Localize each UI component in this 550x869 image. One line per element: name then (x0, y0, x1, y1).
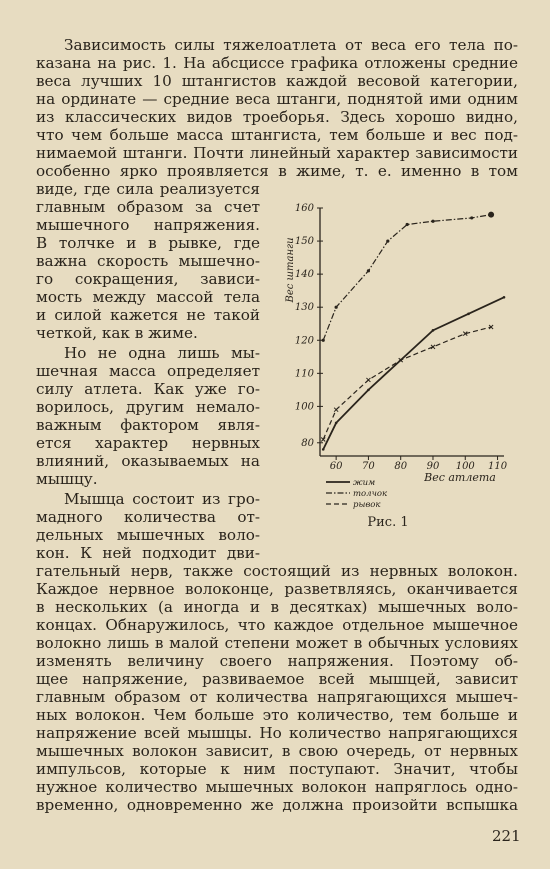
y-tick-label: 140 (294, 269, 314, 281)
text-line: шечная масса определяет (36, 362, 260, 380)
data-point (406, 223, 409, 226)
text-line: влияний, оказываемых на (36, 452, 260, 470)
text-line: Каждое нервное волоконце, разветвляясь, оканчивается (36, 580, 518, 598)
text-line: нужное количество мышечных волокон напряглось одно- (36, 778, 518, 796)
text-line: дельных мышечных воло- (36, 526, 260, 544)
text-line: что чем больше масса штангиста, тем больше и вес под- (36, 126, 518, 144)
y-axis-label: Вес штанги (285, 237, 296, 303)
x-tick-label: 80 (394, 461, 408, 472)
legend-label: рывок (353, 500, 381, 510)
text-line: нимаемой штанги. Почти линейный характер зависимости (36, 144, 518, 162)
x-tick-label: 100 (455, 461, 475, 472)
text-line: из классических видов троеборья. Здесь хорошо видно, (36, 108, 518, 126)
data-point (467, 313, 470, 316)
data-point (503, 296, 506, 299)
text-line: главным образом от количества напрягающихся мышеч- (36, 688, 518, 706)
text-line: в нескольких (а иногда и в десятках) мышечных воло- (36, 598, 518, 616)
text-line: го сокращения, зависи- (36, 270, 260, 288)
text-line: ворилось, другим немало- (36, 398, 260, 416)
data-point (386, 239, 389, 242)
text-line: щее напряжение, развиваемое всей мышцей, зависит (36, 670, 518, 688)
data-point (366, 378, 370, 382)
series-line-3 (323, 327, 491, 439)
x-tick-label: 90 (426, 461, 440, 472)
data-point (470, 216, 473, 219)
text-line: напряжение всей мышцы. Но количество напрягающихся (36, 724, 518, 742)
page-number: 221 (492, 827, 521, 845)
text-line: кон. К ней подходит дви- (36, 544, 260, 562)
data-point (488, 212, 494, 218)
y-tick-label: 100 (294, 401, 314, 413)
y-tick-label: 130 (294, 302, 314, 314)
text-line: мость между массой тела (36, 288, 260, 306)
data-point (335, 306, 338, 309)
y-tick-label: 150 (294, 236, 314, 248)
text-line: мышцу. (36, 470, 98, 488)
data-point (431, 220, 434, 223)
legend-label: жим (353, 478, 376, 488)
data-point (367, 269, 370, 272)
text-line: четкой, как в жиме. (36, 324, 198, 342)
figure-caption: Рис. 1 (367, 515, 409, 530)
text-line: волокно лишь в малой степени может в обычных условиях (36, 634, 518, 652)
text-line: виде, где сила реализуется (36, 180, 260, 198)
y-tick-label: 160 (294, 203, 314, 214)
text-line: важным фактором явля- (36, 416, 260, 434)
text-line: временно, одновременно же должна произойти вспышка (36, 796, 518, 814)
y-tick-label: 80 (301, 437, 314, 449)
text-line: изменять величину своего напряжения. Поэтому об- (36, 652, 518, 670)
text-line: мышечных волокон зависит, в свою очередь, от нервных (36, 742, 518, 760)
data-point (432, 329, 435, 332)
text-line: мадного количества от- (36, 508, 260, 526)
text-line: В толчке и в рывке, где (36, 234, 260, 252)
y-tick-label: 120 (294, 335, 314, 347)
text-line: концах. Обнаружилось, что каждое отдельное мышечное (36, 616, 518, 634)
data-point (322, 448, 325, 451)
text-line: мышечного напряжения. (36, 216, 260, 234)
text-line: Зависимость силы тяжелоатлета от веса его тела по- (64, 36, 518, 54)
text-line: гательный нерв, также состоящий из нервных волокон. (36, 562, 518, 580)
data-point (367, 389, 370, 392)
text-line: казана на рис. 1. На абсциссе графика отложены средние (36, 54, 518, 72)
text-line: Но не одна лишь мы- (64, 344, 260, 362)
text-line: ных волокон. Чем больше это количество, тем больше и (36, 706, 518, 724)
y-tick-label: 110 (294, 368, 314, 380)
legend-label: толчок (353, 489, 388, 499)
x-axis-label: Вес атлета (424, 471, 496, 484)
data-point (322, 339, 325, 342)
text-line: импульсов, которые к ним поступают. Значит, чтобы (36, 760, 518, 778)
data-point (334, 408, 338, 412)
text-line: главным образом за счет (36, 198, 260, 216)
series-line-1 (323, 297, 504, 449)
text-line: веса лучших 10 штангистов каждой весовой категории, (36, 72, 518, 90)
text-line: на ординате — средние веса штанги, поднятой ими одним (36, 90, 518, 108)
text-line: Мышца состоит из гро- (64, 490, 260, 508)
x-tick-label: 60 (329, 461, 343, 472)
series-line-2 (323, 215, 491, 341)
text-line: ется характер нервных (36, 434, 260, 452)
text-line: важна скорость мышечно- (36, 252, 260, 270)
x-tick-label: 110 (487, 461, 508, 472)
data-point (335, 422, 338, 425)
text-line: особенно ярко проявляется в жиме, т. е. именно в том (36, 162, 518, 180)
x-tick-label: 70 (362, 461, 375, 472)
weight-chart (272, 192, 522, 537)
text-line: и силой кажется не такой (36, 306, 260, 324)
figure-1 (272, 192, 522, 537)
text-line: силу атлета. Как уже го- (36, 380, 260, 398)
